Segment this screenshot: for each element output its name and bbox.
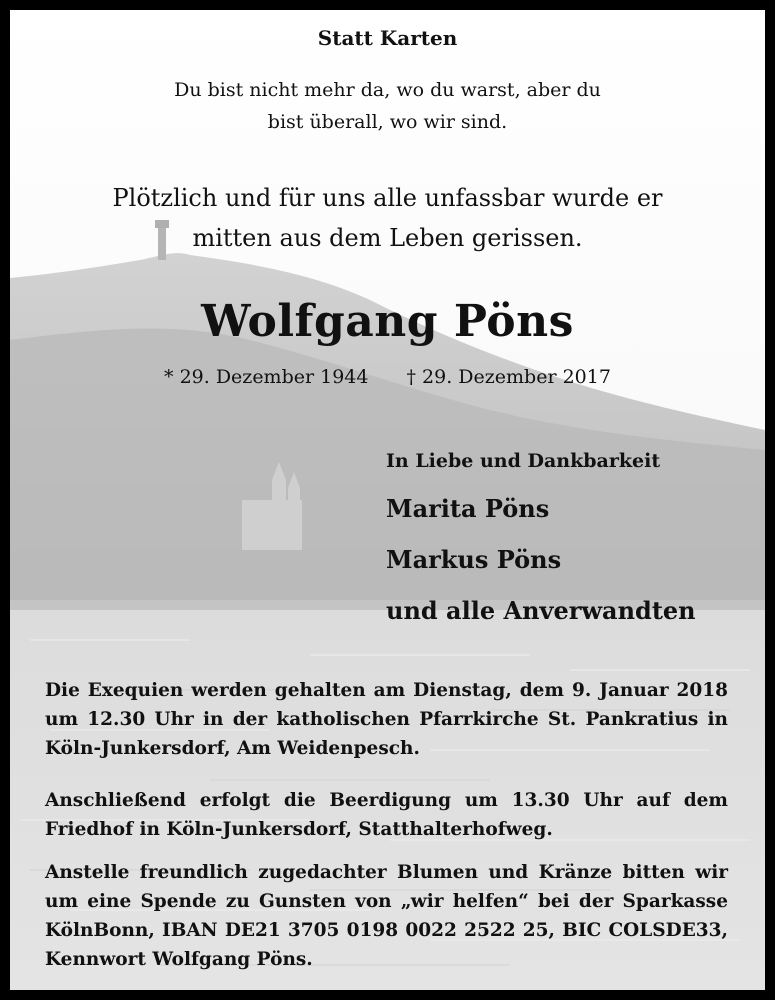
announcement-text xyxy=(10,178,765,258)
announcement-line: mitten aus dem Leben gerissen. xyxy=(192,224,583,252)
statt-karten-heading: Statt Karten xyxy=(317,26,458,50)
quote-line: Du bist nicht mehr da, wo du warst, aber du xyxy=(174,79,601,101)
deceased-name: Wolfgang Pöns xyxy=(201,296,574,347)
announcement-line: Plötzlich und für uns alle unfassbar wurde er xyxy=(112,184,663,212)
signature-relatives: und alle Anverwandten xyxy=(386,596,696,625)
signature-name: Marita Pöns xyxy=(386,494,550,523)
quote-line: bist überall, wo wir sind. xyxy=(267,111,508,133)
signature-name: Markus Pöns xyxy=(386,545,562,574)
birth-date: * 29. Dezember 1944 xyxy=(164,366,369,388)
funeral-mass-info: Die Exequien werden gehalten am Dienstag, dem 9. Januar 2018 um 12.30 Uhr in der katholischen Pfarrkirche St. Pankratius in Köln-Junkersdorf, Am Weidenpesch. xyxy=(45,680,728,759)
signature-intro: In Liebe und Dankbarkeit xyxy=(386,450,661,472)
donation-info: Anstelle freundlich zugedachter Blumen und Kränze bitten wir um eine Spende zu Gunsten von „wir helfen“ bei der Sparkasse KölnBonn, IBAN DE21 3705 0198 0022 2522 25, BIC COLSDE33, Kennwort Wolfgang Pöns. xyxy=(45,862,728,970)
memorial-quote xyxy=(10,74,765,138)
life-dates xyxy=(10,366,765,388)
burial-info: Anschließend erfolgt die Beerdigung um 13.30 Uhr auf dem Friedhof in Köln-Junkersdorf, Statthalterhofweg. xyxy=(45,790,728,840)
death-date: † 29. Dezember 2017 xyxy=(406,366,611,388)
